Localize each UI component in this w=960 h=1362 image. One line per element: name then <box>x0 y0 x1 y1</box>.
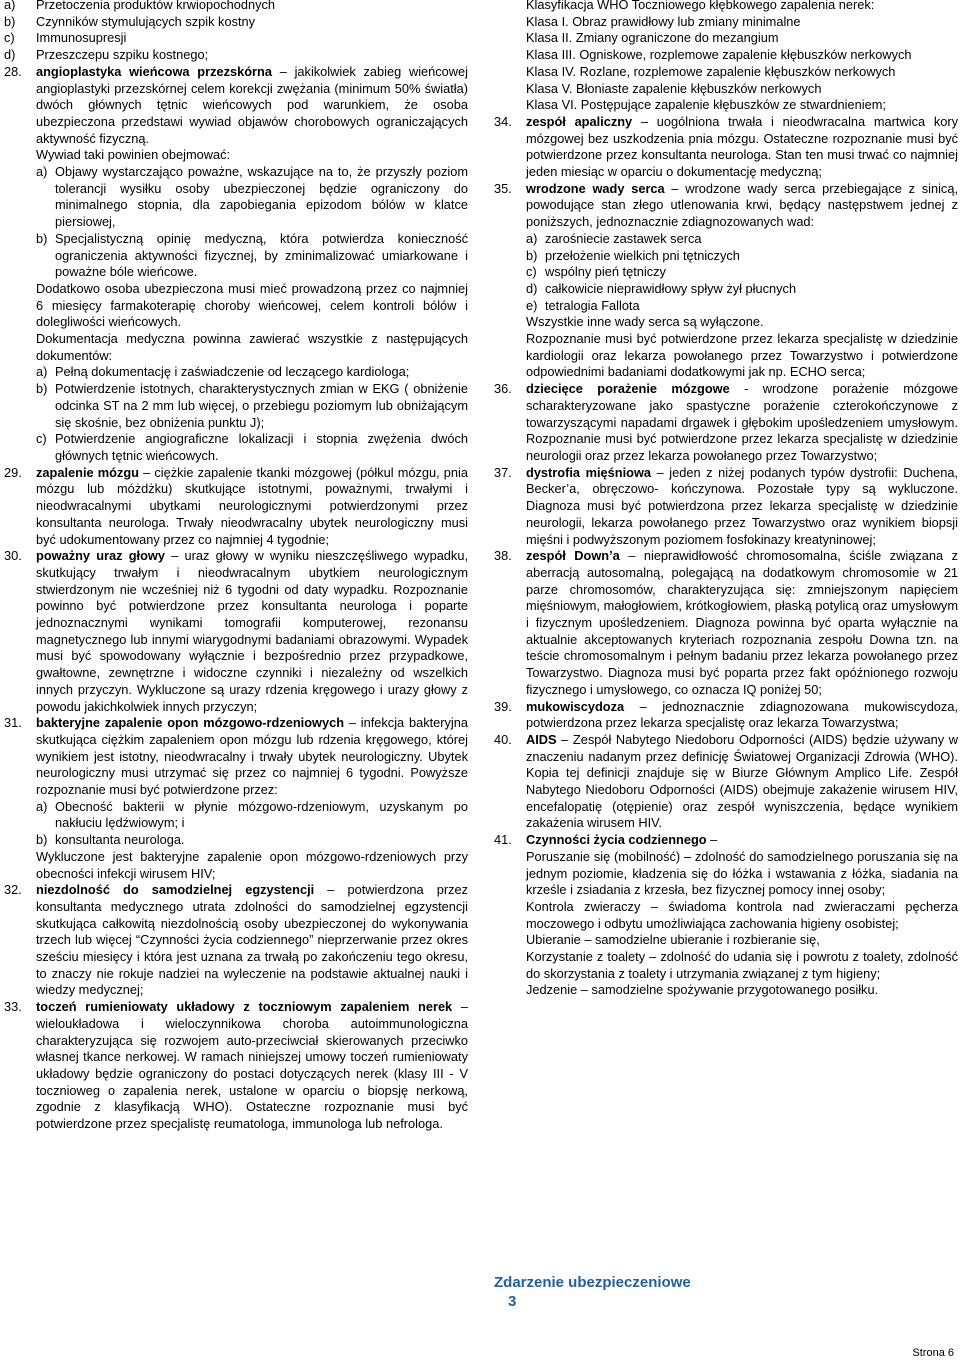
term: niezdolność do samodzielnej egzystencji <box>36 882 315 898</box>
definition-35 <box>494 181 958 381</box>
definition-39 <box>494 699 958 732</box>
paragraph: Klasyfikacja WHO Toczniowego kłębkowego zapalenia nerek: <box>526 0 875 12</box>
item-number: 36. <box>494 381 512 397</box>
paragraph: Korzystanie z toalety – zdolność do udania się i powrotu z toalety, zdolność do skorzystania z toalety i utrzymania związanej z tym higieny; <box>526 949 958 981</box>
sub-text: Obecność bakterii w płynie mózgowo-rdzeniowym, uzyskanym po nakłuciu lędźwiowym; i <box>55 798 468 831</box>
term: zespół apaliczny <box>526 113 633 129</box>
sub-text: Pełną dokumentację i zaświadczenie od leczącego kardiologa; <box>55 364 410 380</box>
sub-item <box>526 231 958 248</box>
sub-item <box>526 298 958 315</box>
paragraph: Jedzenie – samodzielne spożywanie przygotowanego posiłku. <box>526 982 879 998</box>
paragraph: Dokumentacja medyczna powinna zawierać wszystkie z następujących dokumentów: <box>36 331 468 363</box>
definition-32 <box>4 882 468 999</box>
sub-label: b) <box>526 247 538 263</box>
sub-text: wspólny pień tętniczy <box>545 264 666 280</box>
sub-text: Potwierdzenie istotnych, charakterystycznych zmian w EKG ( obniżenie odcinka ST na 2 mm lub więcej, o przebiegu poziomym lub obniżającym się skośnie, bez obniżenia punktu J); <box>55 381 468 430</box>
term: wrodzone wady serca <box>526 180 665 196</box>
term: toczeń rumieniowaty układowy z toczniowym zapaleniem nerek <box>36 999 453 1015</box>
class-item: Klasa IV. Rozlane, rozplemowe zapalenie kłębuszków nerkowych <box>526 63 896 79</box>
sub-item <box>36 799 468 832</box>
section-heading <box>494 1273 691 1311</box>
sub-text: tetralogia Fallota <box>545 297 640 313</box>
sub-item <box>36 231 468 281</box>
sub-text: całkowicie nieprawidłowy spływ żył płucnych <box>545 280 797 296</box>
list-item <box>4 0 468 14</box>
sub-text: Potwierdzenie angiograficzne lokalizacji i stopnia zwężenia dwóch głównych tętnic wieńcowych. <box>55 431 468 463</box>
who-classification <box>526 0 958 114</box>
sub-label: a) <box>526 230 538 246</box>
class-item: Klasa VI. Postępujące zapalenie kłębuszków ze stwardnieniem; <box>526 97 886 113</box>
sub-label: b) <box>36 381 48 397</box>
term: AIDS <box>526 731 557 747</box>
term: Czynności życia codziennego <box>526 832 707 848</box>
right-column <box>494 0 958 999</box>
sub-text: konsultanta neurologa. <box>55 832 185 848</box>
definition-text: – uraz głowy w wyniku nieszczęśliwego wypadku, skutkujący trwałym i nieodwracalnym ubytkiem neurologicznym stwierdzonym nie wcześniej niż 6 tygodni od daty wypadku. Rozpoznanie powinno być potwierdzone przez konsultanta neurologa i poparte jednoznacznymi wynikami tomografii komputerowej, rezonansu magnetycznego lub innymi wiarygodnymi badaniami obrazowymi. Wypadek musi być spowodowany wyłącznie i bezpośrednio przez przypadkowe, gwałtowne, zewnętrzne i widoczne czynniki i niezależny od wszelkich innych przyczyn. Wykluczone są urazy rdzenia kręgowego i urazy głowy z powodu jakichkolwiek innych przyczyn; <box>36 548 468 714</box>
sub-label: d) <box>526 280 538 296</box>
definition-28 <box>4 64 468 465</box>
definition-37 <box>494 465 958 549</box>
item-number: 35. <box>494 180 512 196</box>
list-label: d) <box>4 47 16 63</box>
paragraph: Poruszanie się (mobilność) – zdolność do samodzielnego poruszania się na jednym poziomie, kładzenia się do łóżka i wstawania z łóżka, siadania na krześle i zsiadania z krzesła, bez fizycznej pomocy innej osoby; <box>526 848 958 898</box>
term: dziecięce porażenie mózgowe <box>526 381 730 397</box>
list-a <box>4 0 468 64</box>
item-number: 33. <box>4 999 22 1015</box>
definition-29 <box>4 465 468 549</box>
definition-text: – potwierdzona przez konsultanta medycznego utrata zdolności do samodzielnej egzystencji skutkująca całkowitą niezdolnością osoby ubezpieczonej do wykonywania trzech lub więcej “Czynności życia codziennego” nieprzerwanie przez okres sześciu miesięcy i która jest uznana za trwałą po zakończeniu tego okresu, to znaczy nie rokuje nadziei na wyleczenie na podstawie aktualnej nauki i wiedzy medycznej; <box>36 882 468 998</box>
definition-text: – Zespół Nabytego Niedoboru Odporności (AIDS) będzie używany w znaczeniu nadanym przez definicję Światowej Organizacji Zdrowia (WHO). Kopia tej definicji znajduje się w Biurze Głównym Amplico Life. Zespół Nabytego Niedoboru Odporności (AIDS) obejmuje zakażenie wirusem HIV, encefalopatię (otępienie) oraz zespół wyniszczenia, będące wynikiem zakażenia wirusem HIV. <box>526 731 958 831</box>
sub-label: a) <box>36 364 48 380</box>
definition-text: – infekcja bakteryjna skutkująca ciężkim zapaleniem opon mózgu lub rdzenia kręgowego, której wynikiem jest istotny, nieodwracalny i trwały ubytek neurologiczny. Ubytek neurologiczny musi utrzymać się przez co najmniej 6 tygodni. Powyższe rozpoznanie musi być potwierdzone przez: <box>36 715 469 798</box>
item-number: 32. <box>4 882 22 898</box>
class-item: Klasa I. Obraz prawidłowy lub zmiany minimalne <box>526 13 801 29</box>
definition-text: – jakikolwiek zabieg wieńcowej angioplastyki przezskórnej celem korekcji zwężania (minimum 50% światła) dwóch głównych tętnic wieńcowych pod warunkiem, że osoba ubezpieczona przedstawi wywiad objawów chorobowych ograniczających aktywność fizyczną. <box>36 63 468 146</box>
sub-text: Specjalistyczną opinię medyczną, która potwierdza konieczność ograniczenia aktywności fizycznej, by zminimalizować umiarkowane i poważne bóle wieńcowe. <box>55 230 468 280</box>
sub-item <box>36 164 468 231</box>
section-number: 3 <box>508 1293 517 1310</box>
sub-text: zarośniecie zastawek serca <box>545 230 702 246</box>
term: bakteryjne zapalenie opon mózgowo-rdzeniowych <box>36 715 345 731</box>
item-number: 34. <box>494 113 512 129</box>
term: zapalenie mózgu <box>36 464 139 480</box>
term: mukowiscydoza <box>526 698 625 714</box>
sub-item <box>36 381 468 431</box>
definition-text: – jeden z niżej podanych typów dystrofii: Duchena, Becker’a, obręczowo- kończynowa. Pozostałe typy są wykluczone. Diagnoza musi być potwierdzona przez lekarza specjalistę w dziedzinie neurologii, lekarza powołanego przez Towarzystwo oraz wynikiem biopsji mięśni i podwyższonym poziomem fosfokinazy kreatyninowej; <box>526 464 958 547</box>
definition-text: – uogólniona trwała i nieodwracalna martwica kory mózgowej bez uszkodzenia pnia mózgu. Ostateczne rozpoznanie musi być potwierdzone przez konsultanta neurologa. Stan ten musi trwać co najmniej jeden miesiąc w oparciu o dokumentację medyczną; <box>526 113 958 180</box>
list-text: Immunosupresji <box>36 30 127 46</box>
sub-item <box>36 832 468 849</box>
item-number: 39. <box>494 698 512 714</box>
paragraph: Wszystkie inne wady serca są wyłączone. <box>526 314 764 330</box>
definition-text: – jednoznacznie zdiagnozowana mukowiscydoza, potwierdzona przez lekarza specjalistę oraz lekarza Towarzystwa; <box>526 698 958 731</box>
definition-text: – wieloukładowa i wieloczynnikowa choroba autoimmunologiczna charakteryzująca się rozwojem auto-przeciwciał skierowanych przeciwko własnej tkance nerkowej. W ramach niniejszej umowy toczeń rumieniowaty układowy będzie ograniczony do postaci dotyczących nerek (klasy III - V tocznioweg o zapalenia nerek, ustalone w oparciu o biopsję nerkową, zgodnie z klasyfikacją WHO). Ostateczne rozpoznanie musi być potwierdzone przez specjalistę reumatologa, immunologa lub nefrologa. <box>36 999 468 1132</box>
item-number: 31. <box>4 715 22 731</box>
definition-36 <box>494 381 958 465</box>
sub-item <box>526 264 958 281</box>
paragraph: Dodatkowo osoba ubezpieczona musi mieć prowadzoną przez co najmniej 6 miesięcy farmakoterapię choroby wieńcowej, celem kontroli bólów i dolegliwości wieńcowych. <box>36 280 468 330</box>
list-text: Przetoczenia produktów krwiopochodnych <box>36 0 276 12</box>
term: zespół Down’a <box>526 548 620 564</box>
list-label: b) <box>4 13 16 29</box>
sub-text: Objawy wystarczająco poważne, wskazujące na to, że przyszły poziom tolerancji wysiłku osoby ubezpieczonej będzie ograniczony do minimalnego stopnia, dla zapobiegania epizodom bólów w klatce piersiowej, <box>55 164 468 230</box>
sub-item <box>36 431 468 464</box>
definition-text: - wrodzone porażenie mózgowe scharakteryzowane jako spastyczne porażenie czterokończynowe z towarzyszącymi napadami drgawek i głębokim upośledzeniem umysłowym. Rozpoznanie musi być potwierdzone przez lekarza specjalistę w dziedzinie neurologii oraz przez lekarza powołanego przez Towarzystwo; <box>526 381 958 463</box>
sub-item <box>36 364 468 381</box>
term: angioplastyka wieńcowa przezskórna <box>36 63 272 79</box>
sub-label: b) <box>36 230 48 246</box>
sub-text: przełożenie wielkich pni tętniczych <box>545 247 740 263</box>
item-number: 28. <box>4 63 22 79</box>
sub-label: b) <box>36 832 48 848</box>
definition-30 <box>4 548 468 715</box>
sub-label: e) <box>526 297 538 313</box>
section-title: Zdarzenie ubezpieczeniowe <box>494 1274 691 1291</box>
paragraph: Kontrola zwieraczy – świadoma kontrola nad zwieraczami pęcherza moczowego i odbytu umożliwiająca zachowania higieny osobistej; <box>526 898 958 931</box>
term: dystrofia mięśniowa <box>526 464 652 480</box>
item-number: 29. <box>4 464 22 480</box>
item-number: 40. <box>494 731 512 747</box>
item-number: 41. <box>494 832 512 848</box>
list-text: Czynników stymulujących szpik kostny <box>36 13 256 29</box>
sub-label: a) <box>36 164 48 180</box>
paragraph: Wykluczone jest bakteryjne zapalenie opon mózgowo-rdzeniowych przy obecności infekcji wirusem HIV; <box>36 848 468 881</box>
sub-label: c) <box>526 264 537 280</box>
definition-text: – wrodzone wady serca przebiegające z sinicą, powodujące stan złego utlenowania krwi, będący następstwem jednej z poniższych, jednoznacznie zdiagnozowanych wad: <box>526 180 959 230</box>
class-item: Klasa V. Błoniaste zapalenie kłębuszków nerkowych <box>526 80 822 96</box>
sub-label: c) <box>36 431 47 447</box>
definition-31 <box>4 715 468 882</box>
item-number: 37. <box>494 464 512 480</box>
page-number: Strona 6 <box>912 1347 954 1359</box>
list-label: a) <box>4 0 16 12</box>
term: poważny uraz głowy <box>36 548 166 564</box>
definition-41 <box>494 832 958 999</box>
sub-item <box>526 281 958 298</box>
paragraph: Ubieranie – samodzielne ubieranie i rozbieranie się, <box>526 932 820 948</box>
item-number: 30. <box>4 548 22 564</box>
definition-text: – ciężkie zapalenie tkanki mózgowej (półkul mózgu, pnia mózgu lub móżdżku) skutkujące istotnymi, poważnymi, trwałymi i nieodwracalnymi ubytkami neurologicznymi potwierdzonymi przez konsultanta neurologa. Trwały nieodwracalny ubytek neurologiczny musi być udokumentowany przez co najmniej 4 tygodnie; <box>36 464 468 547</box>
paragraph: Wywiad taki powinien obejmować: <box>36 147 231 163</box>
paragraph: Rozpoznanie musi być potwierdzone przez lekarza specjalistę w dziedzinie kardiologii oraz lekarza powołanego przez Towarzystwo i potwierdzone odpowiednimi badaniami dodatkowymi jak np. ECHO serca; <box>526 331 958 380</box>
definition-34 <box>494 114 958 181</box>
list-item <box>4 47 468 64</box>
left-column <box>4 0 468 1133</box>
list-item <box>4 14 468 31</box>
definition-text: – nieprawidłowość chromosomalna, ściśle związana z aberracją autosomalną, polegającą na dodatkowym chromosomie w 21 parze chromosomów, charakteryzująca się: zmniejszonym napięciem mięśniowym, małogłowiem, krótkogłowiem, płaską potylicą oraz umysłowym i fizycznym upośledzeniem. Diagnoza powinna być oparta wyłącznie na aktualnie akceptowanych kryteriach rozpoznania zespołu Downa tzn. na teście chromosomalnym i pełnym badaniu przez lekarza powołanego przez Towarzystwo. Diagnoza musi być poparta przez fakt opóźnionego rozwoju fizycznego i umysłowego, co oznacza IQ poniżej 50; <box>526 548 958 697</box>
definition-33 <box>4 999 468 1133</box>
list-text: Przeszczepu szpiku kostnego; <box>36 47 209 63</box>
class-item: Klasa III. Ogniskowe, rozplemowe zapalenie kłębuszków nerkowych <box>526 47 912 63</box>
definition-40 <box>494 732 958 832</box>
sub-item <box>526 248 958 265</box>
definition-text: – <box>706 832 718 848</box>
item-number: 38. <box>494 548 512 564</box>
list-item <box>4 30 468 47</box>
sub-label: a) <box>36 798 48 814</box>
class-item: Klasa II. Zmiany ograniczone do mezangium <box>526 30 779 46</box>
list-label: c) <box>4 30 15 46</box>
definition-38 <box>494 548 958 698</box>
